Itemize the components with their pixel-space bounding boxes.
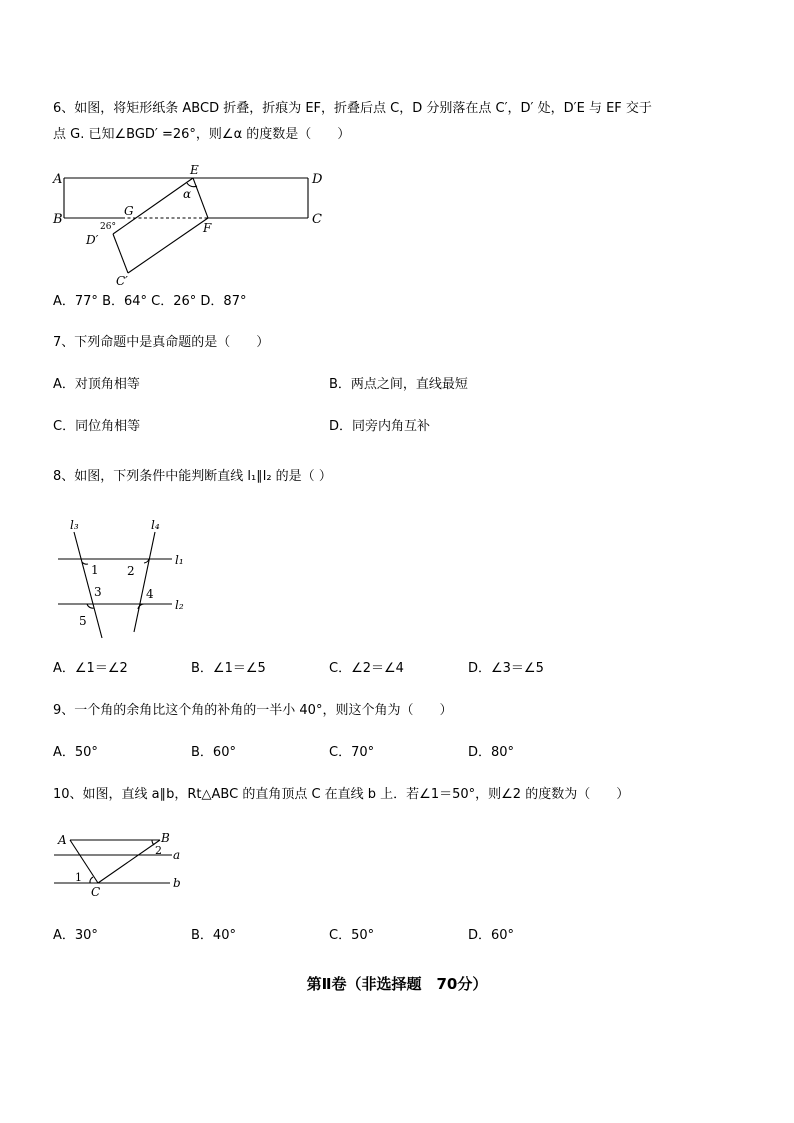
q6-label-f: F	[203, 221, 212, 235]
q10-option-b: B．40°	[191, 928, 236, 943]
q8-angle-3: 3	[94, 585, 102, 599]
q6-label-angle: 26°	[100, 222, 116, 232]
q8-option-a: A．∠1＝∠2	[53, 661, 128, 676]
q7-option-c: C．同位角相等	[53, 419, 141, 434]
q8-angle-4: 4	[146, 587, 154, 601]
q9-stem: 9、一个角的余角比这个角的补角的一半小 40°，则这个角为（ ）	[53, 703, 453, 718]
q9-option-c: C．70°	[329, 745, 375, 760]
q8-angle-5: 5	[79, 614, 87, 628]
q10-label-line-a: a	[173, 848, 181, 862]
q10-option-c: C．50°	[329, 928, 375, 943]
q6-stem-line1: 6、如图，将矩形纸条 ABCD 折叠，折痕为 EF，折叠后点 C，D 分别落在点 C′，D′ 处，D′E 与 EF 交于	[53, 101, 652, 116]
q6-label-d-prime: D′	[86, 233, 99, 247]
q6-label-alpha: α	[183, 187, 192, 201]
q6-label-g: G	[124, 204, 134, 218]
q6-label-c: C	[312, 212, 322, 227]
q6-stem-line2: 点 G. 已知∠BGD′ =26°，则∠α 的度数是（ ）	[53, 127, 351, 142]
q8-label-l2: l₂	[175, 598, 184, 612]
q6-label-e: E	[190, 163, 199, 177]
q9-option-d: D．80°	[468, 745, 515, 760]
q8-option-b: B．∠1＝∠5	[191, 661, 266, 676]
q6-label-b: B	[53, 212, 63, 227]
q7-stem: 7、下列命题中是真命题的是（ ）	[53, 335, 270, 350]
q10-label-c: C	[91, 885, 101, 898]
q8-option-d: D．∠3＝∠5	[468, 661, 544, 676]
q8-label-l1: l₁	[175, 553, 184, 567]
q8-figure	[50, 512, 200, 647]
q8-option-c: C．∠2＝∠4	[329, 661, 404, 676]
q6-label-d: D	[312, 172, 323, 187]
section-heading: 第Ⅱ卷（非选择题 70分）	[306, 975, 488, 993]
q9-option-a: A．50°	[53, 745, 98, 760]
q10-option-d: D．60°	[468, 928, 515, 943]
q10-label-b: B	[161, 831, 170, 845]
q7-option-a: A．对顶角相等	[53, 377, 140, 392]
q10-label-line-b: b	[173, 876, 181, 890]
q10-stem: 10、如图，直线 a∥b，Rt△ABC 的直角顶点 C 在直线 b 上．若∠1＝50°，则∠2 的度数为（ ）	[53, 787, 630, 802]
q10-angle-2: 2	[155, 844, 162, 857]
q8-angle-1: 1	[91, 563, 99, 577]
q10-angle-1: 1	[75, 871, 82, 884]
q10-figure	[50, 828, 190, 898]
q8-angle-2: 2	[127, 564, 135, 578]
q8-stem: 8、如图，下列条件中能判断直线 l₁∥l₂ 的是（ ）	[53, 469, 332, 484]
q8-label-l4: l₄	[151, 518, 160, 532]
q7-option-b: B．两点之间，直线最短	[329, 377, 468, 392]
q10-option-a: A．30°	[53, 928, 98, 943]
q7-option-d: D．同旁内角互补	[329, 419, 431, 434]
q9-option-b: B．60°	[191, 745, 236, 760]
q6-label-c-prime: C′	[116, 274, 128, 288]
q6-options: A．77° B．64° C．26° D．87°	[53, 294, 247, 309]
q10-label-a: A	[58, 833, 67, 847]
q6-label-a: A	[53, 172, 63, 187]
q8-label-l3: l₃	[70, 518, 79, 532]
q6-figure	[50, 160, 340, 290]
